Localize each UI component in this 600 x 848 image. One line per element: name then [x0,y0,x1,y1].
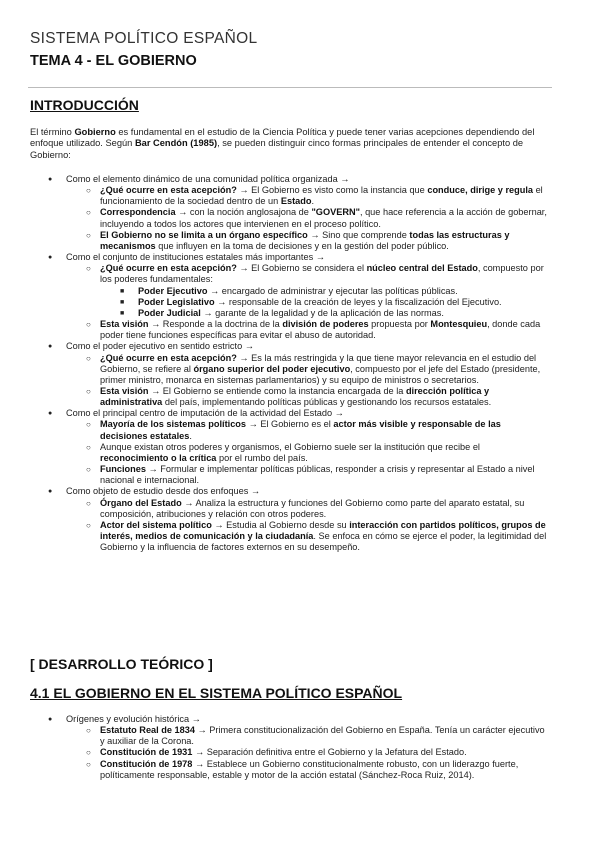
list-item: ● Como el elemento dinámico de una comunidad política organizada → [48,174,350,184]
circle-marker: ○ [86,186,91,196]
intro-heading: INTRODUCCIÓN [30,97,139,113]
origins-list [0,714,600,781]
list-subitem: ○ Correspondencia → con la noción anglosajona de "GOVERN", que hace referencia a la acción de gobernar, incluyendo a todos los actores que intervienen en el proceso político. [86,207,547,229]
list-subsubitem: ■ Poder Legislativo → responsable de la creación de leyes y la fiscalización del Ejecutivo. [120,296,502,307]
list-subitem: ○ ¿Qué ocurre en esta acepción? → El Gobierno es visto como la instancia que conduce, dirige y regula el funcionamiento de la sociedad dentro de un Estado. [86,185,543,207]
circle-marker: ○ [86,726,91,736]
list-subitem: ○ Esta visión → El Gobierno se entiende como la instancia encargada de la dirección política y administrativa del país, implementando políticas públicas y gestionando los recursos estatales. [86,385,492,408]
list-subitem: ○ El Gobierno no se limita a un órgano específico → Sino que comprende todas las estructuras y mecanismos que influyen en la toma de decisiones y en la gestión del poder público. [86,229,510,251]
document-subject: SISTEMA POLÍTICO ESPAÑOL [30,30,258,47]
list-subitem: ○ Órgano del Estado → Analiza la estructura y funciones del Gobierno como parte del aparato estatal, su composición, atribuciones y relación con otros poderes. [86,497,525,519]
list-item: ● Como el principal centro de imputación de la actividad del Estado → [48,408,344,419]
circle-marker: ○ [86,264,91,274]
development-heading: [ DESARROLLO TEÓRICO ] [30,656,213,672]
list-subsubitem: ■ Poder Judicial → garante de la legalidad y de la aplicación de las normas. [120,307,444,318]
circle-marker: ○ [86,759,91,769]
title-divider [28,87,552,88]
list-subitem: ○ Actor del sistema político → Estudia al Gobierno desde su interacción con partidos políticos, grupos de interés, medios de comunicación y la ciudadanía. Se enfoca en cómo se ejerce el poder, la legitimidad del Gobierno y la influencia de factores externos en su desempeño. [86,519,547,553]
intro-paragraph: El término Gobierno es fundamental en el estudio de la Ciencia Política y puede tener varias acepciones dependiendo del enfoque utilizado. Según Bar Cendón (1985), se pueden distinguir cinco formas principales de entender el concepto de Gobierno: [30,127,535,160]
circle-marker: ○ [86,420,91,430]
bullet-marker: ● [48,254,53,262]
document-title: TEMA 4 - EL GOBIERNO [30,53,197,69]
bullet-marker: ● [48,488,53,496]
bullet-marker: ● [48,410,53,418]
circle-marker: ○ [86,208,91,218]
list-subitem: ○ Funciones → Formular e implementar políticas públicas, responder a crisis y representar al Estado a nivel nacional e internacional. [86,464,535,486]
list-item: ● Como el conjunto de instituciones estatales más importantes → [48,252,325,263]
square-marker: ■ [120,309,125,317]
list-subitem: ○ Constitución de 1978 → Establece un Gobierno constitucionalmente robusto, con un liderazgo fuerte, políticamente responsable, estable y motor de la acción estatal (Sánchez-Roca Ruiz, 2014). [86,758,519,780]
square-marker: ■ [120,298,125,306]
list-subitem: ○ Mayoría de los sistemas políticos → El Gobierno es el actor más visible y responsable de las decisiones estatales. [86,419,501,441]
list-subitem: ○ Esta visión → Responde a la doctrina de la división de poderes propuesta por Montesquieu, donde cada poder tiene funciones específicas para evitar el abuso de autoridad. [86,319,541,341]
list-subitem: ○ ¿Qué ocurre en esta acepción? → El Gobierno se considera el núcleo central del Estado, compuesto por los poderes fundamentales: [86,263,544,285]
circle-marker: ○ [86,320,91,330]
bullet-marker: ● [48,716,53,723]
list-item: ● Como el poder ejecutivo en sentido estricto → [48,341,254,352]
circle-marker: ○ [86,230,91,240]
circle-marker: ○ [86,386,91,396]
square-marker: ■ [120,287,125,295]
bullet-marker: ● [48,176,53,183]
list-subitem: ○ Aunque existan otros poderes y organismos, el Gobierno suele ser la institución que recibe el reconocimiento o la crítica por el rumbo del país. [86,441,480,463]
circle-marker: ○ [86,498,91,508]
list-item: ● Como objeto de estudio desde dos enfoques → [48,486,261,497]
circle-marker: ○ [86,465,91,475]
list-item: ● Orígenes y evolución histórica → [48,714,201,724]
acepciones-list [0,174,600,553]
list-subitem: ○ Constitución de 1931 → Separación definitiva entre el Gobierno y la Jefatura del Estado. [86,747,467,758]
list-subitem: ○ ¿Qué ocurre en esta acepción? → Es la más restringida y la que tiene mayor relevancia en el estudio del Gobierno, se refiere al órgano superior del poder ejecutivo, compuesto por el jefe del Estado (presidente, primer ministro, monarca en sistemas parlamentarios) y su equipo de ministros o secretarios. [86,352,541,385]
list-subsubitem: ■ Poder Ejecutivo → encargado de administrar y ejecutar las políticas públicas. [120,285,458,296]
circle-marker: ○ [86,442,91,452]
list-subitem: ○ Estatuto Real de 1834 → Primera constitucionalización del Gobierno en España. Tenía un carácter ejecutivo y auxiliar de la Corona. [86,725,545,747]
section-heading: 4.1 EL GOBIERNO EN EL SISTEMA POLÍTICO ESPAÑOL [30,685,403,701]
circle-marker: ○ [86,748,91,758]
circle-marker: ○ [86,520,91,530]
circle-marker: ○ [86,353,91,363]
bullet-marker: ● [48,343,53,351]
